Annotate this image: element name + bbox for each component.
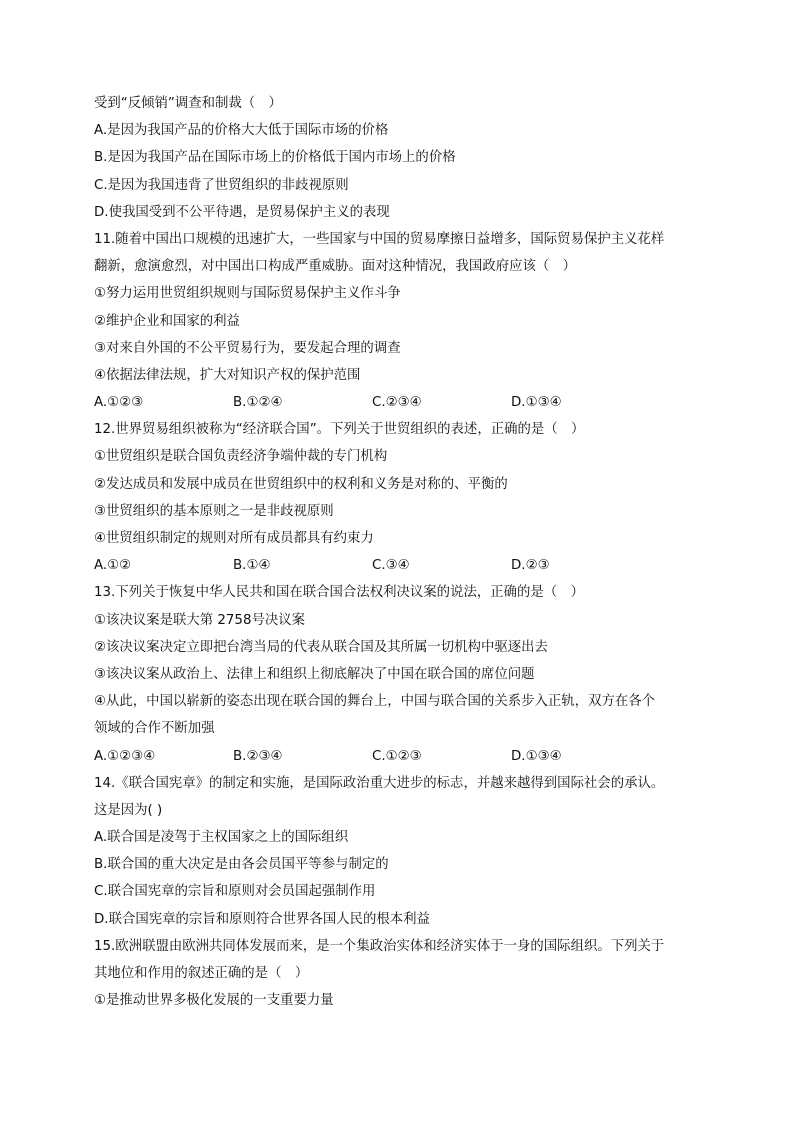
question-13-statement-1: ①该决议案是联大第 2758号决议案 xyxy=(94,612,306,628)
question-12-option-c: C.③④ xyxy=(372,558,410,574)
question-14-stem-line-2: 这是因为( ) xyxy=(94,802,163,818)
question-13-statement-3: ③该决议案从政治上、法律上和组织上彻底解决了中国在联合国的席位问题 xyxy=(94,666,535,682)
question-13-options xyxy=(94,743,699,770)
question-11-option-d: D.①③④ xyxy=(511,395,562,411)
question-11-statement-3: ③对来自外国的不公平贸易行为，要发起合理的调查 xyxy=(94,340,401,356)
question-12-statement-1: ①世贸组织是联合国负责经济争端仲裁的专门机构 xyxy=(94,449,388,465)
question-10-option-d: D.使我国受到不公平待遇，是贸易保护主义的表现 xyxy=(94,204,390,220)
question-12-stem: 12.世界贸易组织被称为“经济联合国”。下列关于世贸组织的表述，正确的是（ ） xyxy=(94,422,585,438)
question-13-option-b: B.②③④ xyxy=(233,748,283,764)
question-10-option-b: B.是因为我国产品在国际市场上的价格低于国内市场上的价格 xyxy=(94,150,456,166)
question-13-option-a: A.①②③④ xyxy=(94,748,156,764)
question-15-stem-line-1: 15.欧洲联盟由欧洲共同体发展而来，是一个集政治实体和经济实体于一身的国际组织。下列关于 xyxy=(94,938,665,954)
question-11-stem-line-2: 翻新，愈演愈烈，对中国出口构成严重威胁。面对这种情况，我国政府应该（ ） xyxy=(94,259,577,275)
question-11-statement-4: ④依据法律法规，扩大对知识产权的保护范围 xyxy=(94,367,361,383)
question-11-option-a: A.①②③ xyxy=(94,395,144,411)
question-13-statement-2: ②该决议案决定立即把台湾当局的代表从联合国及其所属一切机构中驱逐出去 xyxy=(94,639,548,655)
question-11-option-b: B.①②④ xyxy=(233,395,283,411)
question-11-statement-2: ②维护企业和国家的利益 xyxy=(94,313,240,329)
question-14-option-c: C.联合国宪章的宗旨和原则对会员国起强制作用 xyxy=(94,884,376,900)
question-11-options xyxy=(94,389,699,416)
question-13-statement-4-line-1: ④从此，中国以崭新的姿态出现在联合国的舞台上，中国与联合国的关系步入正轨，双方在各个 xyxy=(94,694,656,710)
question-12-option-d: D.②③ xyxy=(511,558,550,574)
question-13-option-d: D.①③④ xyxy=(511,748,562,764)
question-11-option-c: C.②③④ xyxy=(372,395,422,411)
question-10-stem-tail: 受到“反倾销”调查和制裁（ ） xyxy=(94,96,282,111)
question-15-statement-1: ①是推动世界多极化发展的一支重要力量 xyxy=(94,993,334,1009)
question-12-option-b: B.①④ xyxy=(233,558,271,574)
question-10-option-a: A.是因为我国产品的价格大大低于国际市场的价格 xyxy=(94,123,389,139)
exam-page xyxy=(94,90,699,1014)
question-12-statement-2: ②发达成员和发展中成员在世贸组织中的权利和义务是对称的、平衡的 xyxy=(94,476,508,492)
question-14-option-a: A.联合国是凌驾于主权国家之上的国际组织 xyxy=(94,830,349,846)
question-13-option-c: C.①②③ xyxy=(372,748,422,764)
question-14-option-b: B.联合国的重大决定是由各会员国平等参与制定的 xyxy=(94,857,389,873)
question-11-stem-line-1: 11.随着中国出口规模的迅速扩大，一些国家与中国的贸易摩擦日益增多，国际贸易保护主义花样 xyxy=(94,231,665,247)
question-14-option-d: D.联合国宪章的宗旨和原则符合世界各国人民的根本利益 xyxy=(94,911,430,927)
question-12-option-a: A.①② xyxy=(94,558,132,574)
question-12-options xyxy=(94,552,699,579)
question-13-stem: 13.下列关于恢复中华人民共和国在联合国合法权利决议案的说法，正确的是（ ） xyxy=(94,585,584,601)
question-12-statement-4: ④世贸组织制定的规则对所有成员都具有约束力 xyxy=(94,531,374,546)
question-10-option-c: C.是因为我国违背了世贸组织的非歧视原则 xyxy=(94,177,349,193)
question-15-stem-line-2: 其地位和作用的叙述正确的是（ ） xyxy=(94,966,309,981)
question-13-statement-4-line-2: 领域的合作不断加强 xyxy=(94,721,215,737)
question-11-statement-1: ①努力运用世贸组织规则与国际贸易保护主义作斗争 xyxy=(94,286,401,302)
question-12-statement-3: ③世贸组织的基本原则之一是非歧视原则 xyxy=(94,503,334,519)
question-14-stem-line-1: 14.《联合国宪章》的制定和实施，是国际政治重大进步的标志，并越来越得到国际社会的承认。 xyxy=(94,775,665,791)
